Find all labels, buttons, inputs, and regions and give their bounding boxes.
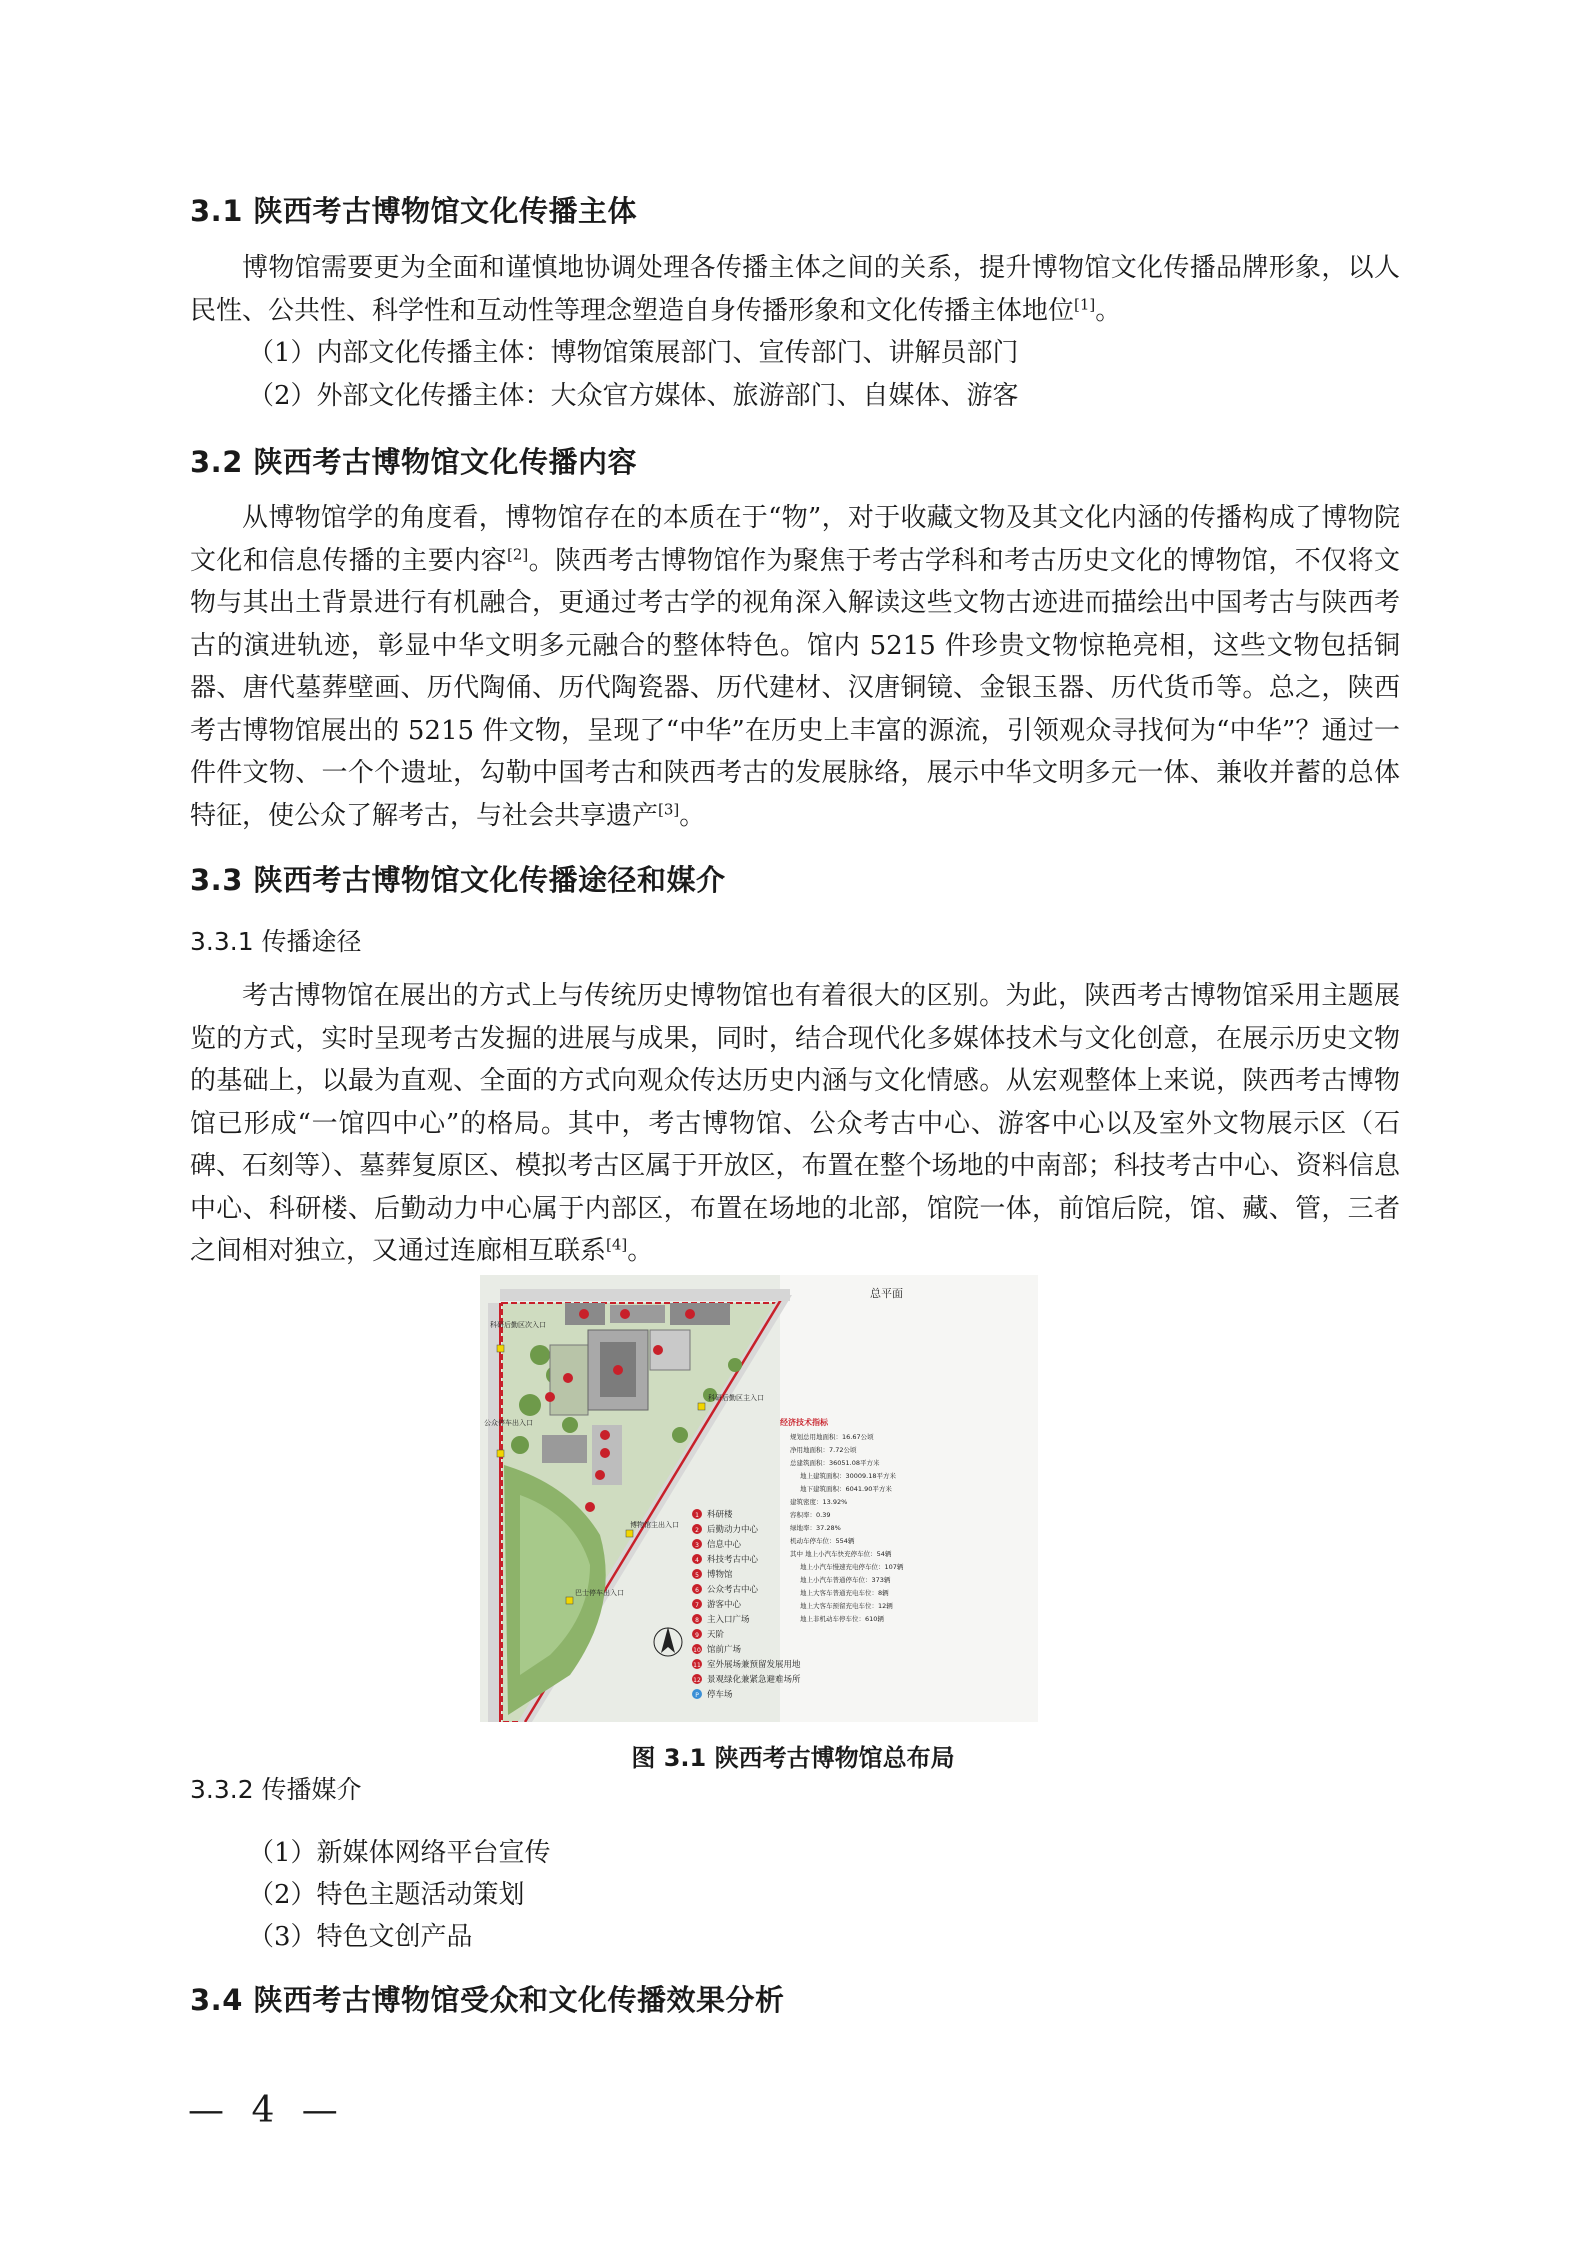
- indicator-line: 机动车停车位：554辆: [790, 1537, 855, 1545]
- indicators-title: 经济技术指标: [780, 1418, 828, 1427]
- legend-label-9: 天阶: [707, 1630, 725, 1640]
- figure-caption: 图 3.1 陕西考古博物馆总布局: [631, 1744, 955, 1772]
- figure-title: 总平面: [870, 1287, 903, 1300]
- indicator-line: 规划总用地面积：16.67公顷: [790, 1433, 874, 1441]
- citation-3: [3]: [658, 799, 680, 818]
- legend-label-6: 公众考古中心: [707, 1585, 759, 1595]
- paragraph-3-3-1-text: 考古博物馆在展出的方式上与传统历史博物馆也有着很大的区别。为此，陕西考古博物馆采用主题展览的方式，实时呈现考古发掘的进展与成果，同时，结合现代化多媒体技术与文化创意，在展示历史文物的基础上，以最为直观、全面的方式向观众传达历史内涵与文化情感。从宏观整体上来说，陕西考古博物馆已形成“一馆四中心”的格局。其中，考古博物馆、公众考古中心、游客中心以及室外文物展示区（石碑、石刻等）、墓葬复原区、模拟考古区属于开放区，布置在整个场地的中南部；科技考古中心、资料信息中心、科研楼、后勤动力中心属于内部区，布置在场地的北部，馆院一体，前馆后院，馆、藏、管，三者之间相对独立，又通过连廊相互联系: [190, 981, 1400, 1266]
- legend-number-1: 1: [695, 1512, 699, 1519]
- legend-number-3: 3: [695, 1542, 699, 1549]
- indicator-line: 地上小汽车普通停车位：373辆: [800, 1576, 891, 1584]
- indicator-line: 其中 地上小汽车快充停车位：54辆: [790, 1550, 892, 1558]
- paragraph-3-2: [190, 497, 1400, 837]
- indicator-line: 建筑密度：13.92%: [790, 1498, 848, 1506]
- legend-number-6: 6: [695, 1587, 699, 1594]
- site-plan-figure: [480, 1275, 1038, 1722]
- legend-label-1: 科研楼: [707, 1510, 733, 1520]
- indicator-line: 地上小汽车慢速充电停车位：107辆: [800, 1563, 904, 1571]
- page-number: — 4 —: [188, 2090, 346, 2131]
- list-item-internal-subjects: （1）内部文化传播主体：博物馆策展部门、宣传部门、讲解员部门: [248, 338, 1019, 368]
- label-bus-parking-entrance: 巴士停车出入口: [575, 1589, 624, 1597]
- legend-label-4: 科技考古中心: [707, 1555, 759, 1565]
- legend-label-5: 博物馆: [707, 1570, 733, 1580]
- legend-label-2: 后勤动力中心: [707, 1525, 759, 1535]
- indicator-line: 容积率：0.39: [790, 1511, 831, 1519]
- label-research-main-entrance: 科研后勤区主入口: [708, 1394, 764, 1402]
- legend-label-3: 信息中心: [707, 1540, 742, 1550]
- legend-label-P: 停车场: [707, 1690, 733, 1700]
- label-museum-main-entrance: 博物馆主出入口: [630, 1521, 679, 1529]
- list-item-cultural-products: （3）特色文创产品: [248, 1922, 473, 1952]
- list-item-new-media: （1）新媒体网络平台宣传: [248, 1838, 551, 1868]
- legend-number-8: 8: [695, 1617, 699, 1624]
- paragraph-3-1-text: 博物馆需要更为全面和谨慎地协调处理各传播主体之间的关系，提升博物馆文化传播品牌形象，以人民性、公共性、科学性和互动性等理念塑造自身传播形象和文化传播主体地位: [190, 253, 1400, 326]
- legend-number-11: 11: [693, 1662, 701, 1669]
- citation-1: [1]: [1074, 294, 1096, 313]
- indicator-line: 地上非机动车停车位：610辆: [800, 1615, 884, 1623]
- indicator-line: 地上建筑面积：30009.18平方米: [800, 1472, 897, 1480]
- indicator-line: 净用地面积：7.72公顷: [790, 1446, 857, 1454]
- indicator-line: 地上大客车普通充电车位：8辆: [800, 1589, 889, 1597]
- subsection-heading-3-3-2: 3.3.2 传播媒介: [190, 1775, 362, 1804]
- legend-number-7: 7: [695, 1602, 699, 1609]
- paragraph-3-1-end: 。: [1095, 295, 1122, 326]
- indicator-line: 地下建筑面积：6041.90平方米: [800, 1485, 892, 1493]
- section-heading-3-4: 3.4 陕西考古博物馆受众和文化传播效果分析: [190, 1983, 785, 2017]
- legend-number-P: P: [695, 1692, 699, 1699]
- citation-2: [2]: [507, 544, 529, 563]
- legend-number-2: 2: [695, 1527, 699, 1534]
- indicator-line: 地上大客车预留充电车位：12辆: [800, 1602, 893, 1610]
- paragraph-3-2-text-a: 从博物馆学的角度看，博物馆存在的本质在于“物”，对于收藏文物及其文化内涵的传播构成了博物院文化和信息传播的主要内容: [190, 503, 1400, 576]
- paragraph-3-3-1-end: 。: [627, 1236, 654, 1266]
- legend-label-10: 馆前广场: [707, 1645, 742, 1655]
- paragraph-3-2-text-b: 。陕西考古博物馆作为聚焦于考古学科和考古历史文化的博物馆，不仅将文物与其出土背景进行有机融合，更通过考古学的视角深入解读这些文物古迹进而描绘出中国考古与陕西考古的演进轨迹，彰显中华文明多元融合的整体特色。馆内 5215 件珍贵文物惊艳亮相，这些文物包括铜器、唐代墓葬壁画、历代陶俑、历代陶瓷器、历代建材、汉唐铜镜、金银玉器、历代货币等。总之，陕西考古博物馆展出的 5215 件文物，呈现了“中华”在历史上丰富的源流，引领观众寻找何为“中华”？通过一件件文物、一个个遗址，勾勒中国考古和陕西考古的发展脉络，展示中华文明多元一体、兼收并蓄的总体特征，使公众了解考古，与社会共享遗产: [190, 545, 1400, 831]
- legend-number-9: 9: [695, 1632, 699, 1639]
- legend-number-12: 12: [693, 1677, 701, 1684]
- citation-4: [4]: [606, 1235, 628, 1254]
- list-item-theme-activities: （2）特色主题活动策划: [248, 1880, 525, 1910]
- subsection-heading-3-3-1: 3.3.1 传播途径: [190, 927, 362, 956]
- legend-number-10: 10: [693, 1647, 701, 1654]
- paragraph-3-3-1: [190, 975, 1400, 1273]
- label-research-secondary-entrance: 科研后勤区次入口: [490, 1321, 546, 1329]
- section-heading-3-1: 3.1 陕西考古博物馆文化传播主体: [190, 194, 637, 228]
- legend-label-7: 游客中心: [707, 1600, 742, 1610]
- paragraph-3-2-end: 。: [679, 800, 706, 831]
- legend-label-11: 室外展场兼预留发展用地: [707, 1660, 801, 1670]
- paragraph-3-1: [190, 247, 1400, 332]
- label-public-parking-entrance: 公众停车出入口: [484, 1419, 533, 1427]
- legend-number-5: 5: [695, 1572, 699, 1579]
- legend-number-4: 4: [695, 1557, 699, 1564]
- indicator-line: 总建筑面积：36051.08平方米: [790, 1459, 880, 1467]
- section-heading-3-3: 3.3 陕西考古博物馆文化传播途径和媒介: [190, 863, 726, 897]
- section-heading-3-2: 3.2 陕西考古博物馆文化传播内容: [190, 445, 637, 479]
- list-item-external-subjects: （2）外部文化传播主体：大众官方媒体、旅游部门、自媒体、游客: [248, 381, 1019, 411]
- indicator-line: 绿地率：37.28%: [790, 1524, 841, 1532]
- legend-label-8: 主入口广场: [707, 1615, 750, 1625]
- legend-label-12: 景观绿化兼紧急避难场所: [707, 1675, 801, 1685]
- site-plan-drawing: [480, 1275, 1038, 1722]
